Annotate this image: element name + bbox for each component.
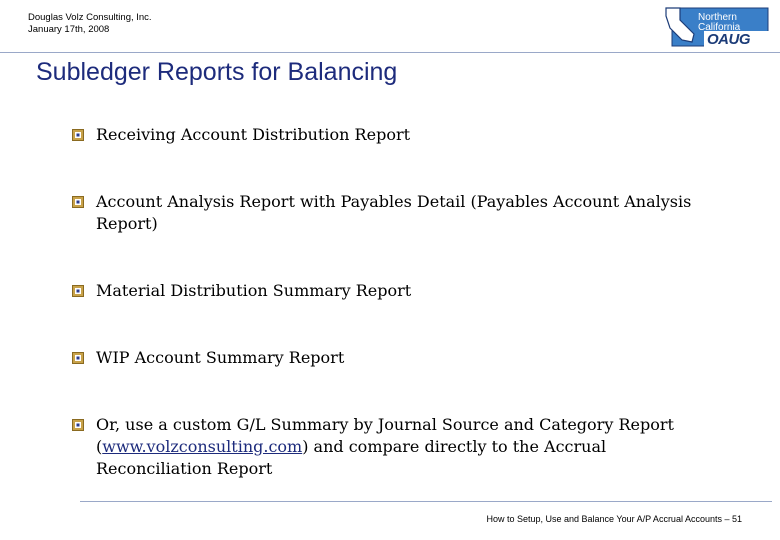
bullet-text: Receiving Account Distribution Report [96, 125, 411, 144]
bullet-text-after: ) and compare directly to the Accrual Reconciliation Report [96, 437, 607, 478]
bullet-text-with-link [96, 414, 722, 480]
bullet-text: WIP Account Summary Report [96, 348, 345, 367]
bullet-text-before: Or, use a custom G/L Summary by Journal Source and Category Report ( [96, 415, 674, 456]
bullet-item [72, 414, 722, 480]
footer-text: How to Setup, Use and Balance Your A/P Accrual Accounts – 51 [486, 514, 742, 524]
footer-rule [80, 501, 772, 502]
bullet-text: Material Distribution Summary Report [96, 281, 412, 300]
logo-line2: California [698, 22, 741, 33]
bullet-item [72, 124, 722, 146]
bullet-icon [72, 352, 84, 364]
bullet-text: Account Analysis Report with Payables Detail (Payables Account Analysis Report) [96, 192, 692, 233]
page-title: Subledger Reports for Balancing [36, 58, 398, 86]
logo-line1: Northern [698, 12, 737, 23]
bullet-item [72, 280, 722, 302]
bullet-item [72, 347, 722, 369]
bullet-item [72, 191, 722, 235]
header-date: January 17th, 2008 [28, 24, 110, 35]
bullet-icon [72, 196, 84, 208]
bullet-icon [72, 285, 84, 297]
volzconsulting-link[interactable]: www.volzconsulting.com [102, 437, 303, 456]
title-rule [0, 52, 780, 53]
bullet-icon [72, 129, 84, 141]
logo-brand: OAUG [707, 31, 750, 48]
header-company: Douglas Volz Consulting, Inc. [28, 12, 152, 23]
bullet-icon [72, 419, 84, 431]
